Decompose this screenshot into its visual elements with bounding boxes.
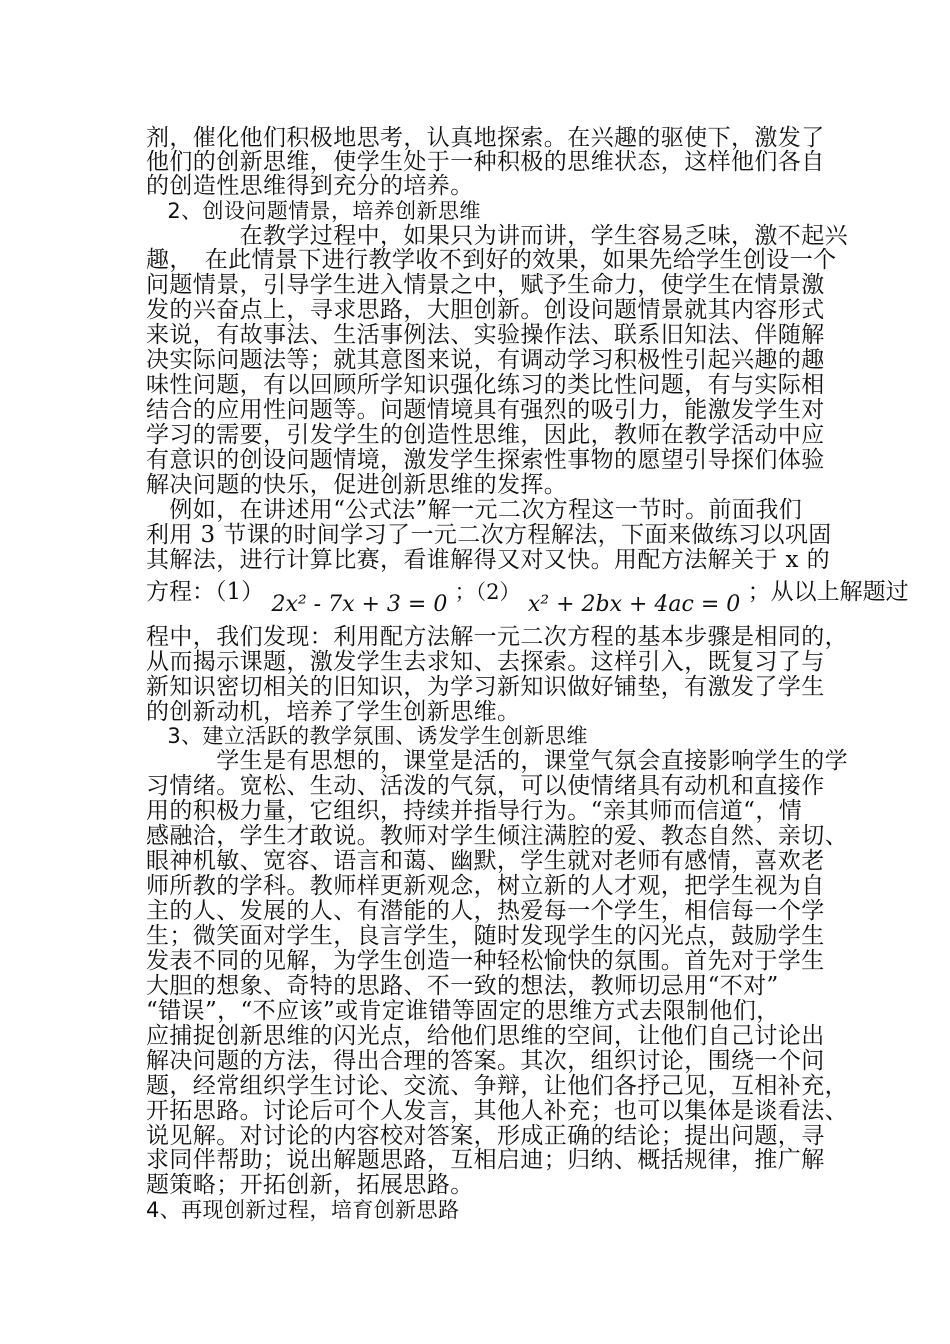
paragraph-line: 发的兴奋点上，寻求思路，大胆创新。创设问题情景就其内容形式 <box>146 297 825 323</box>
paragraph-line: 开拓思路。讨论后可个人发言，其他人补充；也可以集体是谈看法、 <box>146 1098 848 1124</box>
paragraph-line: 结合的应用性问题等。问题情境具有强烈的吸引力，能激发学生对 <box>146 397 825 423</box>
paragraph-line: 题策略；开拓创新，拓展思路。 <box>146 1172 474 1198</box>
paragraph-line: 说见解。对讨论的内容校对答案，形成正确的结论；提出问题，寻 <box>146 1123 825 1149</box>
paragraph-line: 大胆的想象、奇特的思路、不一致的想法，教师切忌用“不对” <box>146 973 779 999</box>
paragraph-line: 眼神机敏、宽容、语言和蔼、幽默，学生就对老师有感情，喜欢老 <box>146 848 825 874</box>
equation-1: 2x² - 7x + 3 = 0 <box>271 592 448 617</box>
paragraph-line: 的创新动机，培养了学生创新思维。 <box>146 699 521 725</box>
paragraph-line: 其解法，进行计算比赛，看谁解得又对又快。用配方法解关于 x 的 <box>146 547 830 573</box>
paragraph-line: 例如，在讲述用“公式法”解一元二次方程这一节时。前面我们 <box>146 497 803 523</box>
paragraph-line: 剂，催化他们积极地思考，认真地探索。在兴趣的驱使下，激发了 <box>146 125 825 151</box>
paragraph-line: 趣， 在此情景下进行教学收不到好的效果，如果先给学生创设一个 <box>146 247 837 273</box>
equation-prefix: 方程：（1） <box>146 579 265 605</box>
paragraph-line: 利用 3 节课的时间学习了一元二次方程解法，下面来做练习以巩固 <box>146 522 832 548</box>
paragraph-line: 应捕捉创新思维的闪光点，给他们思维的空间，让他们自己讨论出 <box>146 1023 825 1049</box>
paragraph-line: 决实际问题法等；就其意图来说，有调动学习积极性引起兴趣的趣 <box>146 347 825 373</box>
paragraph-line: 有意识的创设问题情境，激发学生探索性事物的愿望引导探们体验 <box>146 447 825 473</box>
paragraph-line: 发表不同的见解，为学生创造一种轻松愉快的氛围。首先对于学生 <box>146 948 825 974</box>
paragraph-line: 在教学过程中，如果只为讲而讲，学生容易乏味，激不起兴 <box>146 223 848 249</box>
paragraph-line: 新知识密切相关的旧知识，为学习新知识做好铺垫，有激发了学生 <box>146 674 825 700</box>
section-heading: 3、建立活跃的教学氛围、诱发学生创新思维 <box>146 724 588 748</box>
paragraph-line: 用的积极力量，它组织，持续并指导行为。“亲其师而信道“，情 <box>146 798 803 824</box>
paragraph-line: 师所教的学科。教师样更新观念，树立新的人才观，把学生视为自 <box>146 873 825 899</box>
section-heading: 4、再现创新过程，培育创新思路 <box>146 1198 460 1222</box>
paragraph-line: 的创造性思维得到充分的培养。 <box>146 173 474 199</box>
paragraph-line: 程中，我们发现：利用配方法解一元二次方程的基本步骤是相同的， <box>146 624 848 650</box>
equation-line <box>146 573 909 617</box>
paragraph-line: 生；微笑面对学生，良言学生，随时发现学生的闪光点，鼓励学生 <box>146 923 825 949</box>
paragraph-line: 味性问题，有以回顾所学知识强化练习的类比性问题，有与实际相 <box>146 372 825 398</box>
paragraph-line: 解决问题的方法，得出合理的答案。其次，组织讨论，围绕一个问 <box>146 1048 825 1074</box>
equation-suffix: ；从以上解题过 <box>747 579 909 605</box>
paragraph-line: 来说，有故事法、生活事例法、实验操作法、联系旧知法、伴随解 <box>146 322 825 348</box>
paragraph-line: 解决问题的快乐，促进创新思维的发挥。 <box>146 472 568 498</box>
paragraph-line: “错误”，“不应该”或肯定谁错等固定的思维方式去限制他们， <box>146 998 780 1024</box>
paragraph-line: 学生是有思想的，课堂是活的，课堂气氛会直接影响学生的学 <box>146 748 848 774</box>
paragraph-line: 问题情景，引导学生进入情景之中，赋予生命力，使学生在情景激 <box>146 272 825 298</box>
paragraph-line: 习情绪。宽松、生动、活泼的气氛，可以使情绪具有动机和直接作 <box>146 773 825 799</box>
paragraph-line: 他们的创新思维，使学生处于一种积极的思维状态，这样他们各自 <box>146 149 825 175</box>
equation-2: x² + 2bx + 4ac = 0 <box>527 592 741 617</box>
paragraph-line: 题，经常组织学生讨论、交流、争辩，让他们各抒己见，互相补充， <box>146 1073 848 1099</box>
paragraph-line: 从而揭示课题，激发学生去求知、去探索。这样引入，既复习了与 <box>146 649 825 675</box>
paragraph-line: 感融洽，学生才敢说。教师对学生倾注满腔的爱、教态自然、亲切、 <box>146 823 848 849</box>
paragraph-line: 求同伴帮助；说出解题思路，互相启迪；归纳、概括规律，推广解 <box>146 1147 825 1173</box>
equation-separator: ；（2） <box>454 580 521 604</box>
section-heading: 2、创设问题情景，培养创新思维 <box>146 199 481 223</box>
paragraph-line: 学习的需要，引发学生的创造性思维，因此，教师在教学活动中应 <box>146 422 825 448</box>
paragraph-line: 主的人、发展的人、有潜能的人，热爱每一个学生，相信每一个学 <box>146 898 825 924</box>
